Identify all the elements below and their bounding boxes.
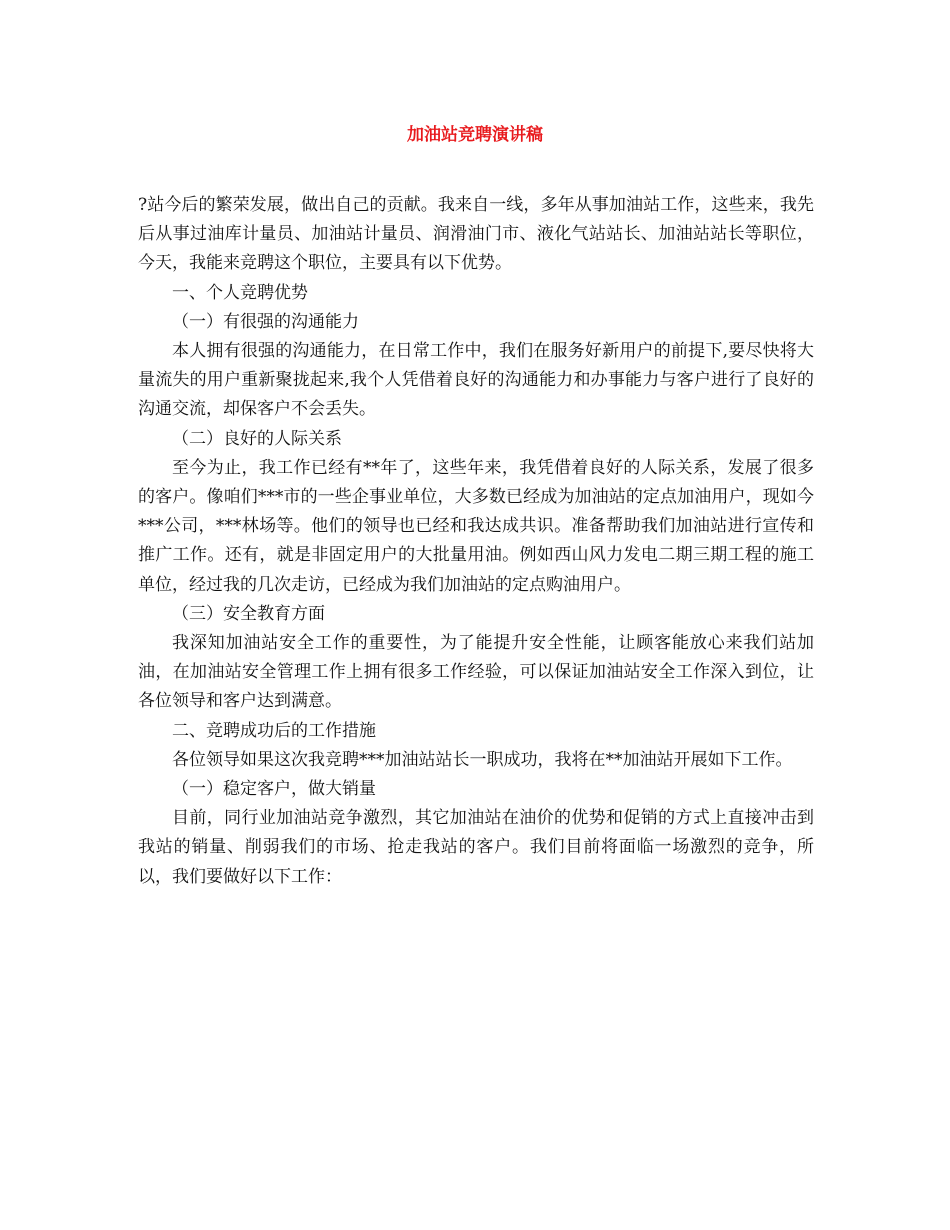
paragraph: 本人拥有很强的沟通能力，在日常工作中，我们在服务好新用户的前提下,要尽快将大量流失的用户重新聚拢起来,我个人凭借着良好的沟通能力和办事能力与客户进行了良好的沟通交流，却保客户不会丢失。 bbox=[138, 341, 814, 420]
subsection-heading: （一）有很强的沟通能力 bbox=[172, 311, 359, 332]
paragraph: 我深知加油站安全工作的重要性，为了能提升安全性能，让顾客能放心来我们站加油，在加油站安全管理工作上拥有很多工作经验，可以保证加油站安全工作深入到位，让各位领导和客户达到满意。 bbox=[138, 633, 814, 712]
subsection-heading: （二）良好的人际关系 bbox=[172, 428, 342, 449]
paragraph: 目前，同行业加油站竞争激烈，其它加油站在油价的优势和促销的方式上直接冲击到我站的销量、削弱我们的市场、抢走我站的客户。我们目前将面临一场激烈的竞争，所以，我们要做好以下工作： bbox=[138, 808, 814, 887]
paragraph: 各位领导如果这次我竞聘***加油站站长一职成功，我将在**加油站开展如下工作。 bbox=[172, 749, 793, 770]
section-heading: 一、个人竞聘优势 bbox=[172, 282, 308, 303]
section-heading: 二、竞聘成功后的工作措施 bbox=[172, 720, 376, 741]
document-body bbox=[138, 191, 814, 892]
paragraph: ?站今后的繁荣发展，做出自己的贡献。我来自一线，多年从事加油站工作，这些来，我先后从事过油库计量员、加油站计量员、润滑油门市、液化气站站长、加油站站长等职位，今天，我能来竞聘这个职位，主要具有以下优势。 bbox=[138, 195, 814, 274]
subsection-heading: （一）稳定客户，做大销量 bbox=[172, 779, 376, 800]
subsection-heading: （三）安全教育方面 bbox=[172, 603, 325, 624]
document-title: 加油站竞聘演讲稿 bbox=[407, 125, 543, 145]
paragraph: 至今为止，我工作已经有**年了，这些年来，我凭借着良好的人际关系，发展了很多的客户。像咱们***市的一些企事业单位，大多数已经成为加油站的定点加油用户，现如今***公司，***林场等。他们的领导也已经和我达成共识。准备帮助我们加油站进行宣传和推广工作。还有，就是非固定用户的大批量用油。例如西山风力发电二期三期工程的施工单位，经过我的几次走访，已经成为我们加油站的定点购油用户。 bbox=[138, 457, 814, 595]
